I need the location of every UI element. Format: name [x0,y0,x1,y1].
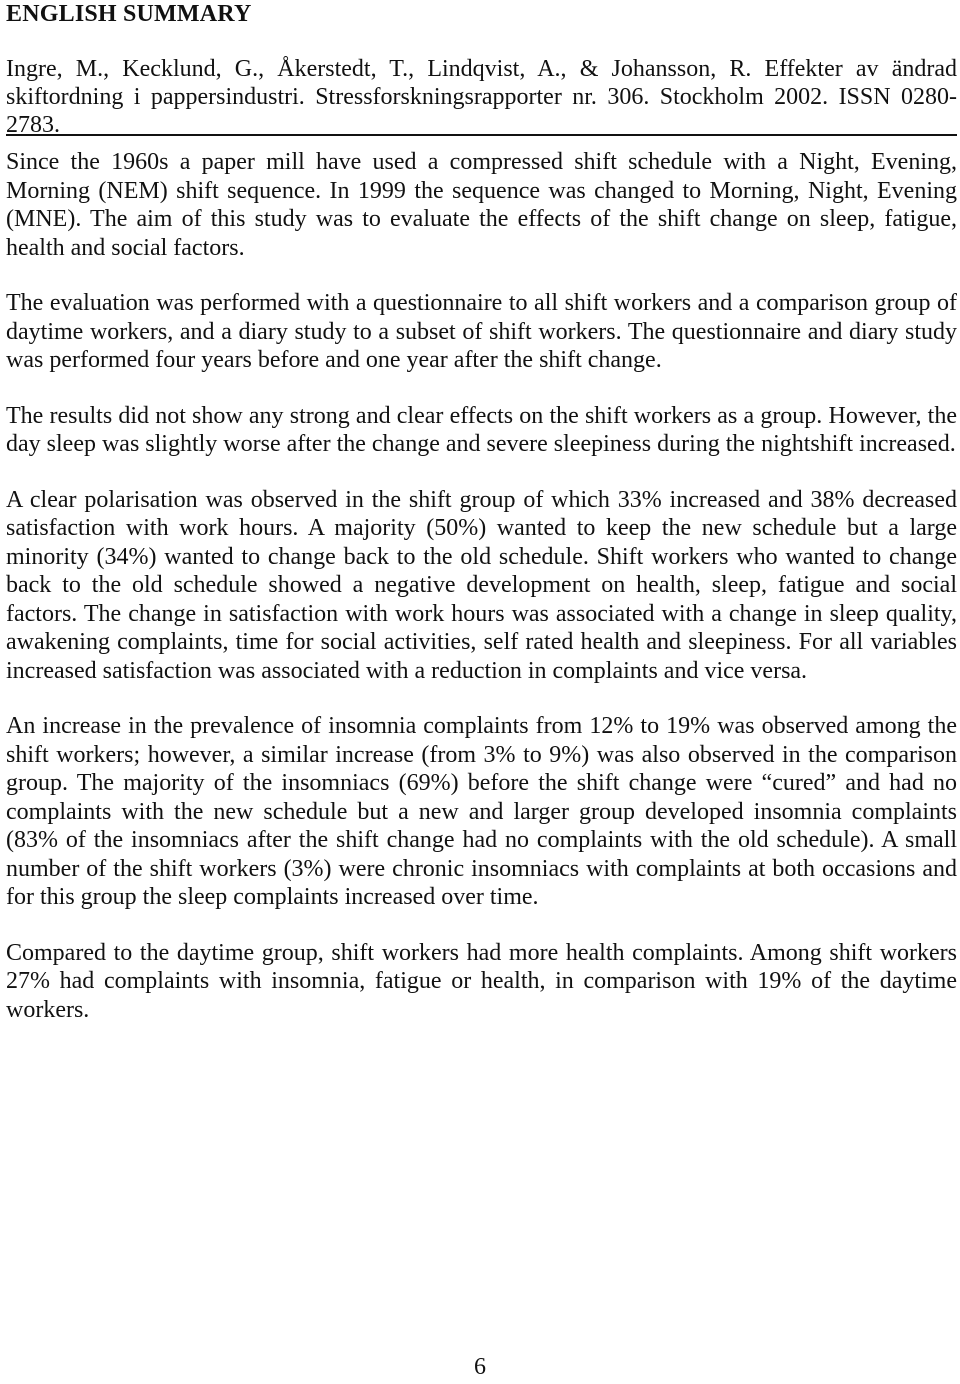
paragraph-background: Since the 1960s a paper mill have used a compressed shift schedule with a Night, Evening, Morning (NEM) shift sequence. In 1999 the sequence was changed to Morning, Night, Evening (MNE). The aim of this study was to evaluate the effects of the shift change on sleep, fatigue, health and social factors. [6,149,957,261]
document-page [6,0,957,1024]
citation-reference: Ingre, M., Kecklund, G., Åkerstedt, T., Lindqvist, A., & Johansson, R. Effekter av ändrad skiftordning i pappersindustri. Stressforskningsrapporter nr. 306. Stockholm 2002. ISSN 0280-2783. [6,56,957,138]
paragraph-polarisation: A clear polarisation was observed in the shift group of which 33% increased and 38% decreased satisfaction with work hours. A majority (50%) wanted to keep the new schedule but a large minority (34%) wanted to change back to the old schedule. Shift workers who wanted to change back to the old schedule showed a negative development on health, sleep, fatigue and social factors. The change in satisfaction with work hours was associated with a change in sleep quality, awakening complaints, time for social activities, self rated health and sleepiness. For all variables increased satisfaction was associated with a reduction in complaints and vice versa. [6,486,957,684]
citation-divider [6,134,957,136]
paragraph-comparison: Compared to the daytime group, shift workers had more health complaints. Among shift workers 27% had complaints with insomnia, fatigue or health, in comparison with 19% of the daytime workers. [6,939,957,1023]
page-number: 6 [474,1354,486,1380]
paragraph-method: The evaluation was performed with a questionnaire to all shift workers and a comparison group of daytime workers, and a diary study to a subset of shift workers. The questionnaire and diary study was performed four years before and one year after the shift change. [6,290,957,373]
page-heading: ENGLISH SUMMARY [6,1,252,27]
paragraph-insomnia: An increase in the prevalence of insomnia complaints from 12% to 19% was observed among the shift workers; however, a similar increase (from 3% to 9%) was also observed in the comparison group. The majority of the insomniacs (69%) before the shift change were “cured” and had no complaints with the new schedule but a new and larger group developed insomnia complaints (83% of the insomniacs after the shift change had no complaints with the old schedule). A small number of the shift workers (3%) were chronic insomniacs with complaints at both occasions and for this group the sleep complaints increased over time. [6,713,957,910]
paragraph-results: The results did not show any strong and clear effects on the shift workers as a group. However, the day sleep was slightly worse after the change and severe sleepiness during the nightshift increased. [6,402,957,457]
